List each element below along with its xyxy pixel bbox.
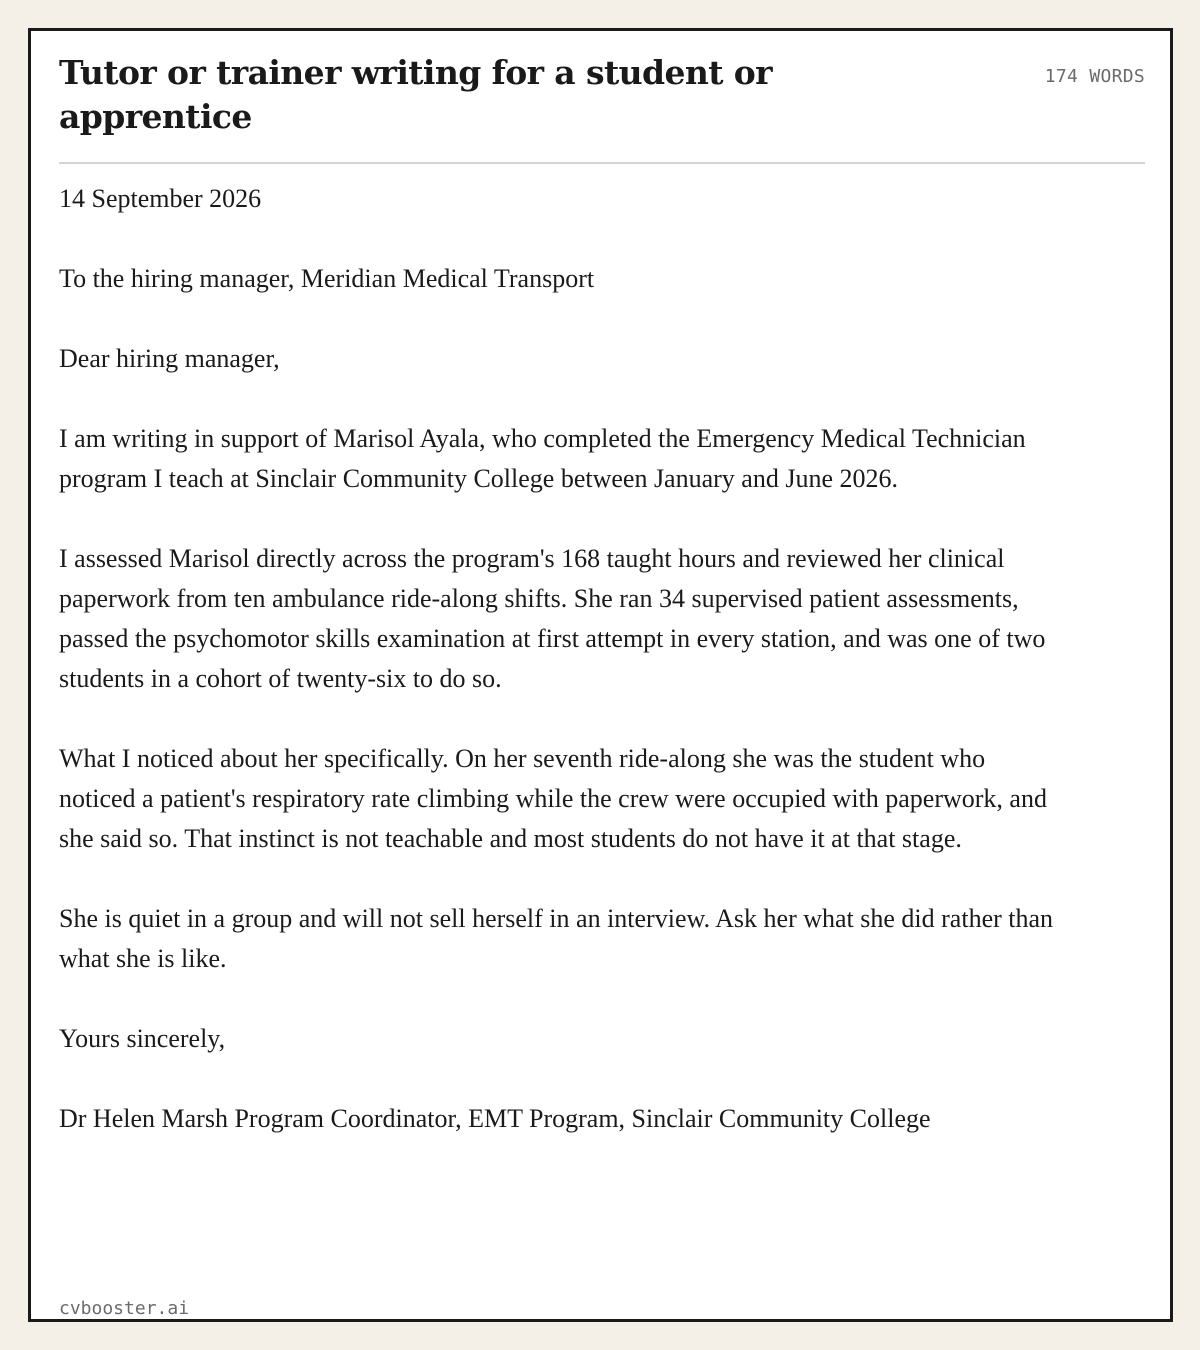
letter-recipient: To the hiring manager, Meridian Medical Transport (59, 264, 595, 293)
letter-date: 14 September 2026 (59, 184, 262, 213)
letter-paragraph-introduction: I am writing in support of Marisol Ayala, who completed the Emergency Medical Technician program I teach at Sinclair Community College between January and June 2026. (59, 424, 1026, 493)
word-count-badge: 174 WORDS (1044, 66, 1145, 87)
page-title: Tutor or trainer writing for a student or apprentice (59, 53, 772, 136)
letter-paragraph-observation: What I noticed about her specifically. On her seventh ride-along she was the student who noticed a patient's respiratory rate climbing while the crew were occupied with paperwork, and she said so. That instinct is not teachable and most students do not have it at that stage. (59, 744, 1047, 853)
letter-paragraph-advice: She is quiet in a group and will not sell herself in an interview. Ask her what she did rather than what she is like. (59, 904, 1054, 973)
letter-header (59, 51, 1145, 164)
footer-brand: cvbooster.ai (59, 1298, 190, 1319)
letter-salutation: Dear hiring manager, (59, 344, 280, 373)
letter-body (59, 179, 1059, 1139)
letter-closing: Yours sincerely, (59, 1024, 226, 1053)
letter-paragraph-assessment: I assessed Marisol directly across the program's 168 taught hours and reviewed her clinical paperwork from ten ambulance ride-along shifts. She ran 34 supervised patient assessments, passed the psychomotor skills examination at first attempt in every station, and was one of two students in a cohort of twenty-six to do so. (59, 544, 1046, 693)
letter-card (28, 28, 1173, 1322)
letter-signature: Dr Helen Marsh Program Coordinator, EMT Program, Sinclair Community College (59, 1104, 931, 1133)
